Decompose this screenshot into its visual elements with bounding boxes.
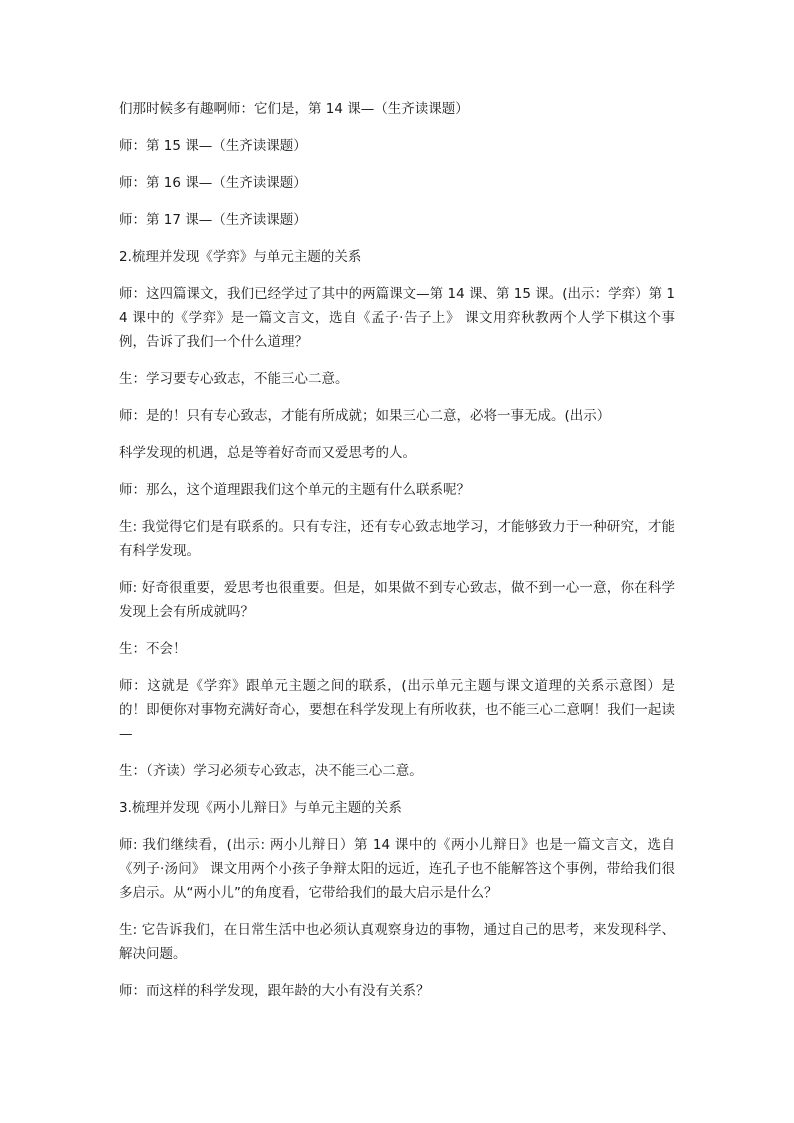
- paragraph-3: 师：第 16 课—（生齐读课题）: [119, 175, 307, 191]
- paragraph-4: 师：第 17 课—（生齐读课题）: [119, 212, 307, 228]
- paragraph-17: 师: 我们继续看，(出示: 两小儿辩日）第 14 课中的《两小儿辩日》也是一篇文言文，选自《列子·汤问》 课文用两个小孩子争辩太阳的远近，连孔子也不能解答这个事例，带给我们很多启示。从“两小儿”的角度看，它带给我们的最大启示是什么？: [119, 837, 675, 901]
- paragraph-11: 生: 我觉得它们是有联系的。只有专注，还有专心致志地学习，才能够致力于一种研究，才能有科学发现。: [119, 519, 675, 559]
- paragraph-14: 师：这就是《学弈》跟单元主题之间的联系，(出示单元主题与课文道理的关系示意图）是的！即便你对事物充满好奇心，要想在科学发现上有所收获，也不能三心二意啊！我们一起读—: [119, 678, 675, 742]
- paragraph-8: 师：是的！只有专心致志，才能有所成就；如果三心二意，必将一事无成。(出示）: [119, 408, 611, 424]
- paragraph-18: 生: 它告诉我们，在日常生活中也必须认真观察身边的事物，通过自己的思考，来发现科学、解决问题。: [119, 922, 675, 962]
- paragraph-1: 们那时候多有趣啊师：它们是，第 14 课—（生齐读课题）: [119, 101, 469, 117]
- section-heading-2: 2.梳理并发现《学弈》与单元主题的关系: [119, 249, 362, 265]
- paragraph-19: 师：而这样的科学发现，跟年龄的大小有没有关系？: [119, 983, 430, 999]
- paragraph-7: 生：学习要专心致志，不能三心二意。: [119, 371, 349, 387]
- paragraph-9: 科学发现的机遇，总是等着好奇而又爱思考的人。: [119, 445, 416, 461]
- paragraph-12: 师: 好奇很重要，爱思考也很重要。但是，如果做不到专心致志，做不到一心一意，你在科学发现上会有所成就吗？: [119, 580, 675, 620]
- paragraph-10: 师：那么，这个道理跟我们这个单元的主题有什么联系呢？: [119, 482, 470, 498]
- paragraph-13: 生：不会！: [119, 641, 187, 657]
- paragraph-2: 师：第 15 课—（生齐读课题）: [119, 138, 307, 154]
- paragraph-15: 生：（齐读）学习必须专心致志，决不能三心二意。: [119, 763, 423, 779]
- paragraph-6: 师：这四篇课文，我们已经学过了其中的两篇课文—第 14 课、第 15 课。(出示：学弈）第 14 课中的《学弈》是一篇文言文，选自《孟子·告子上》 课文用弈秋教两个人学下棋这个事例，告诉了我们一个什么道理？: [119, 286, 675, 350]
- section-heading-3: 3.梳理并发现《两小儿辩日》与单元主题的关系: [119, 800, 402, 816]
- document-page: [119, 97, 675, 1016]
